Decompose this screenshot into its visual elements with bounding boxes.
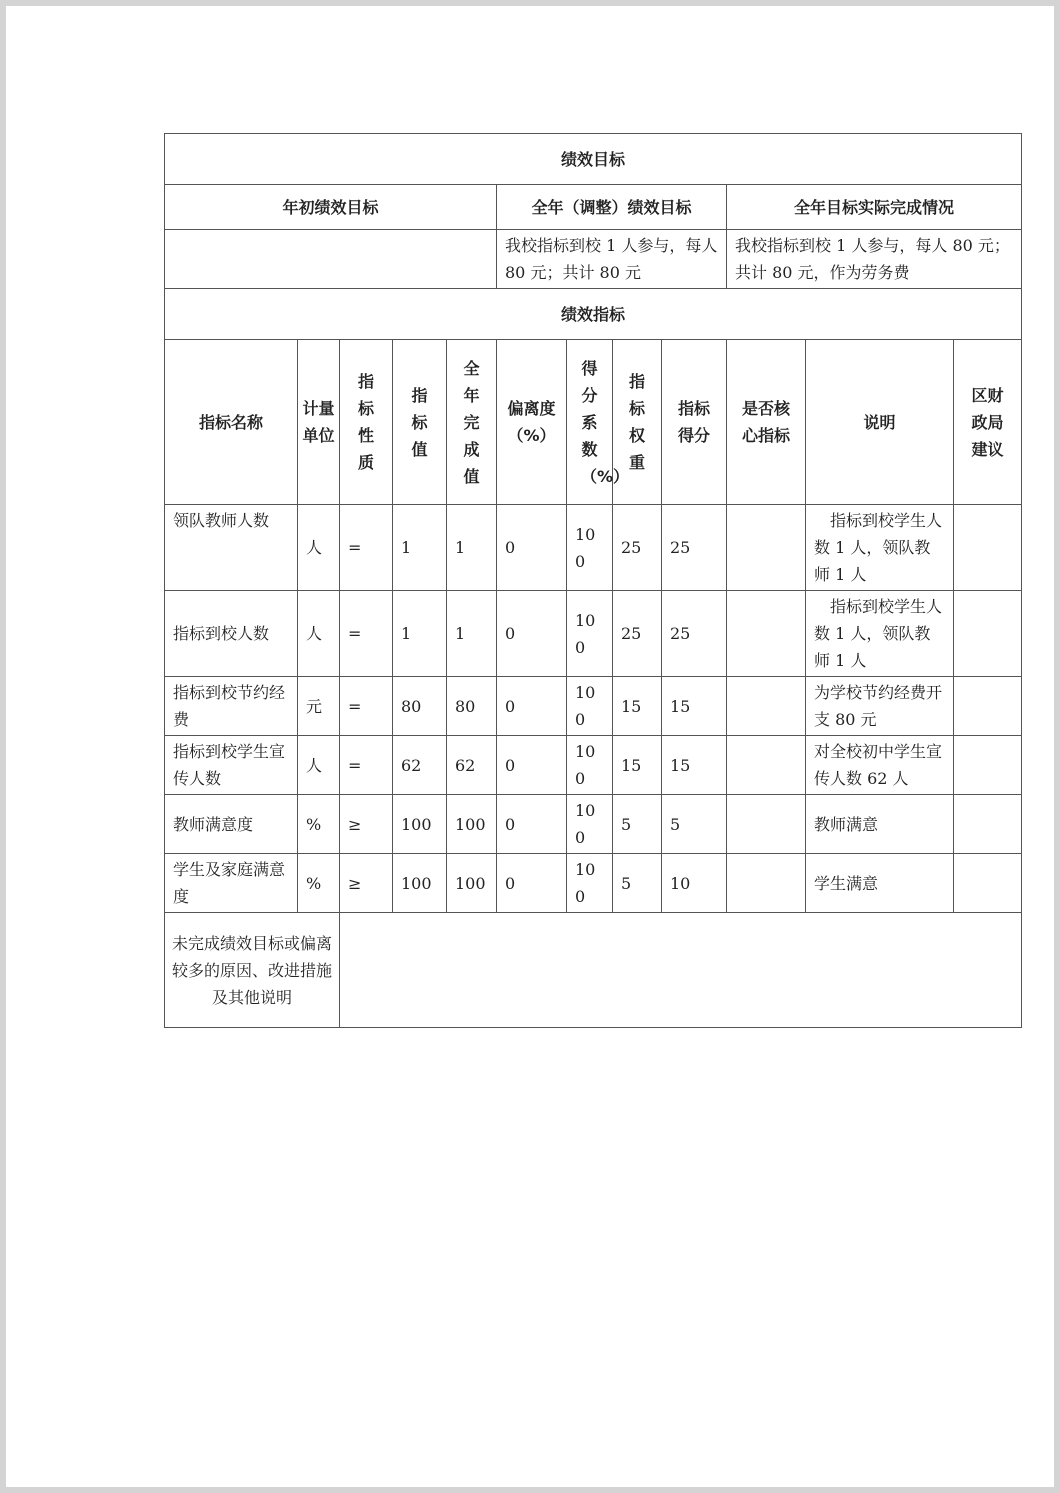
row-suggestion [954,795,1022,854]
row-name: 领队教师人数 [165,505,298,591]
goals-title: 绩效目标 [165,134,1022,185]
header-completed: 全年完成值 [447,340,497,505]
row-suggestion [954,591,1022,677]
row-deviation: 0 [497,591,567,677]
row-completed: 80 [447,677,497,736]
row-weight: 5 [613,854,662,913]
performance-table [164,133,1022,1028]
header-weight: 指标权重 [613,340,662,505]
row-core [727,591,806,677]
row-value: 1 [393,505,447,591]
row-score: 15 [662,736,727,795]
row-score: 15 [662,677,727,736]
header-coefficient: 得分系数（%） [567,340,613,505]
header-indicator-name: 指标名称 [165,340,298,505]
row-value: 1 [393,591,447,677]
header-note: 说明 [806,340,954,505]
row-suggestion [954,505,1022,591]
row-completed: 1 [447,505,497,591]
row-nature: = [340,505,393,591]
indicator-row [165,854,1022,913]
row-weight: 5 [613,795,662,854]
row-suggestion [954,736,1022,795]
header-score: 指标得分 [662,340,727,505]
row-core [727,505,806,591]
goals-initial-value [165,230,497,289]
indicators-title: 绩效指标 [165,289,1022,340]
row-deviation: 0 [497,736,567,795]
row-note: 对全校初中学生宣传人数 62 人 [806,736,954,795]
row-unit: 人 [298,591,340,677]
row-deviation: 0 [497,795,567,854]
row-unit: 人 [298,736,340,795]
row-coefficient: 100 [567,591,613,677]
row-weight: 15 [613,677,662,736]
row-suggestion [954,854,1022,913]
row-name: 教师满意度 [165,795,298,854]
indicator-row [165,591,1022,677]
row-note: 指标到校学生人数 1 人，领队教师 1 人 [806,505,954,591]
row-coefficient: 100 [567,736,613,795]
row-completed: 100 [447,795,497,854]
indicator-row [165,736,1022,795]
row-nature: ≥ [340,854,393,913]
row-value: 62 [393,736,447,795]
row-unit: % [298,795,340,854]
row-weight: 15 [613,736,662,795]
header-unit: 计量单位 [298,340,340,505]
row-unit: % [298,854,340,913]
goals-header-actual: 全年目标实际完成情况 [727,185,1022,230]
goals-header-initial: 年初绩效目标 [165,185,497,230]
row-weight: 25 [613,505,662,591]
row-name: 指标到校学生宣传人数 [165,736,298,795]
row-core [727,736,806,795]
row-nature: = [340,736,393,795]
row-completed: 1 [447,591,497,677]
row-deviation: 0 [497,505,567,591]
header-nature: 指标性质 [340,340,393,505]
goals-actual-value: 我校指标到校 1 人参与，每人 80 元；共计 80 元，作为劳务费 [727,230,1022,289]
row-note: 指标到校学生人数 1 人，领队教师 1 人 [806,591,954,677]
row-score: 25 [662,505,727,591]
row-unit: 人 [298,505,340,591]
row-suggestion [954,677,1022,736]
header-suggestion: 区财政局建议 [954,340,1022,505]
row-coefficient: 100 [567,677,613,736]
row-score: 25 [662,591,727,677]
row-deviation: 0 [497,677,567,736]
row-nature: = [340,677,393,736]
row-coefficient: 100 [567,795,613,854]
goals-header-adjusted: 全年（调整）绩效目标 [497,185,727,230]
row-weight: 25 [613,591,662,677]
row-completed: 62 [447,736,497,795]
row-core [727,854,806,913]
row-name: 学生及家庭满意度 [165,854,298,913]
header-deviation: 偏离度（%） [497,340,567,505]
row-nature: ≥ [340,795,393,854]
indicator-row [165,677,1022,736]
row-value: 100 [393,795,447,854]
row-nature: = [340,591,393,677]
header-core: 是否核心指标 [727,340,806,505]
row-name: 指标到校人数 [165,591,298,677]
row-coefficient: 100 [567,854,613,913]
indicator-row [165,505,1022,591]
row-value: 80 [393,677,447,736]
row-score: 5 [662,795,727,854]
row-note: 教师满意 [806,795,954,854]
row-core [727,795,806,854]
row-coefficient: 100 [567,505,613,591]
explanation-label: 未完成绩效目标或偏离较多的原因、改进措施及其他说明 [165,913,340,1028]
header-value: 指标值 [393,340,447,505]
row-name: 指标到校节约经费 [165,677,298,736]
row-unit: 元 [298,677,340,736]
row-core [727,677,806,736]
row-value: 100 [393,854,447,913]
indicator-row [165,795,1022,854]
goals-adjusted-value: 我校指标到校 1 人参与，每人 80 元；共计 80 元 [497,230,727,289]
row-note: 为学校节约经费开支 80 元 [806,677,954,736]
row-completed: 100 [447,854,497,913]
explanation-content [340,913,1022,1028]
row-note: 学生满意 [806,854,954,913]
document-page [6,6,1054,1487]
row-deviation: 0 [497,854,567,913]
row-score: 10 [662,854,727,913]
